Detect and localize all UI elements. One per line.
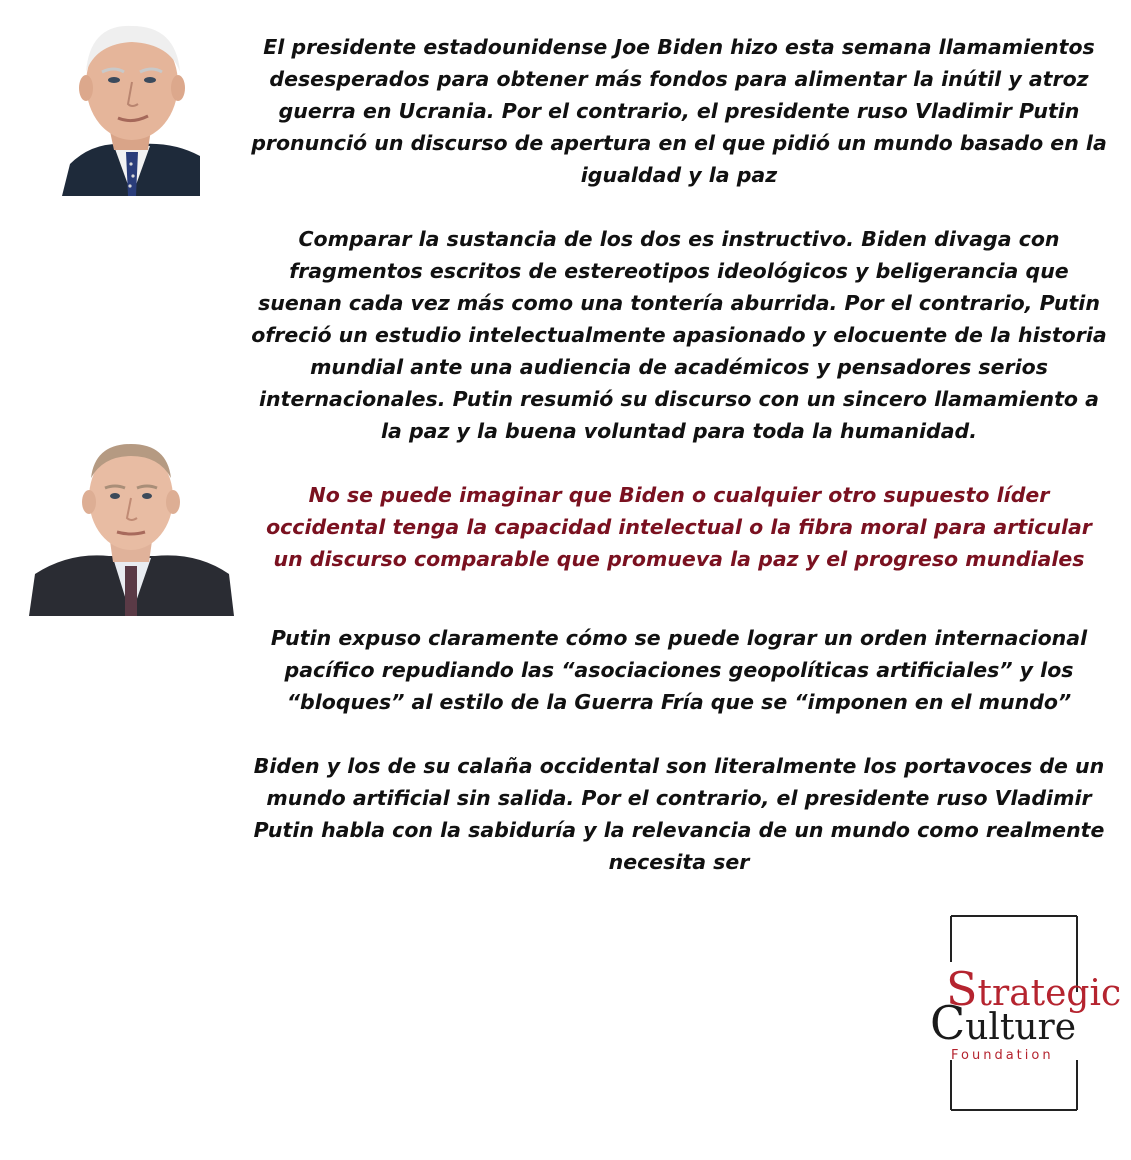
paragraph-conclusion: Biden y los de su calaña occidental son literalmente los portavoces de un mundo artificial sin salida. Por el contrario, el presidente ruso Vladimir Putin habla con la sabiduría y la relevancia de un mundo como realmente necesita ser bbox=[253, 754, 1105, 874]
logo-culture bbox=[930, 996, 1076, 1050]
paragraph-international-order: Putin expuso claramente cómo se puede lograr un orden internacional pacífico repudiando las “asociaciones geopolíticas artificiales” y los “bloques” al estilo de la Guerra Fría que se “imponen en el mundo” bbox=[270, 626, 1088, 714]
putin-portrait bbox=[29, 434, 234, 616]
paragraph-comparison: Comparar la sustancia de los dos es instructivo. Biden divaga con fragmentos escritos de estereotipos ideológicos y beligerancia que suenan cada vez más como una tontería aburrida. Por el contrario, Putin ofreció un estudio intelectualmente apasionado y elocuente de la historia mundial ante una audiencia de académicos y pensadores serios internacionales. Putin resumió su discurso con un sincero llamamiento a la paz y la buena voluntad para toda la humanidad. bbox=[251, 227, 1107, 443]
paragraph-intro: El presidente estadounidense Joe Biden hizo esta semana llamamientos desesperados para obtener más fondos para alimentar la inútil y atroz guerra en Ucrania. Por el contrario, el presidente ruso Vladimir Putin pronunció un discurso de apertura en el que pidió un mundo basado en la igualdad y la paz bbox=[251, 35, 1107, 187]
logo-culture-rest: ulture bbox=[965, 1007, 1077, 1048]
biden-portrait bbox=[62, 14, 200, 196]
logo-foundation: Foundation bbox=[951, 1048, 1054, 1063]
paragraph-highlight: No se puede imaginar que Biden o cualquier otro supuesto líder occidental tenga la capacidad intelectual o la fibra moral para articular un discurso comparable que promueva la paz y el progreso mundiales bbox=[266, 483, 1092, 571]
logo-strategic-initial: S bbox=[946, 962, 978, 1016]
logo-culture-initial: C bbox=[930, 996, 966, 1050]
logo-strategic-rest: trategic bbox=[977, 973, 1122, 1014]
